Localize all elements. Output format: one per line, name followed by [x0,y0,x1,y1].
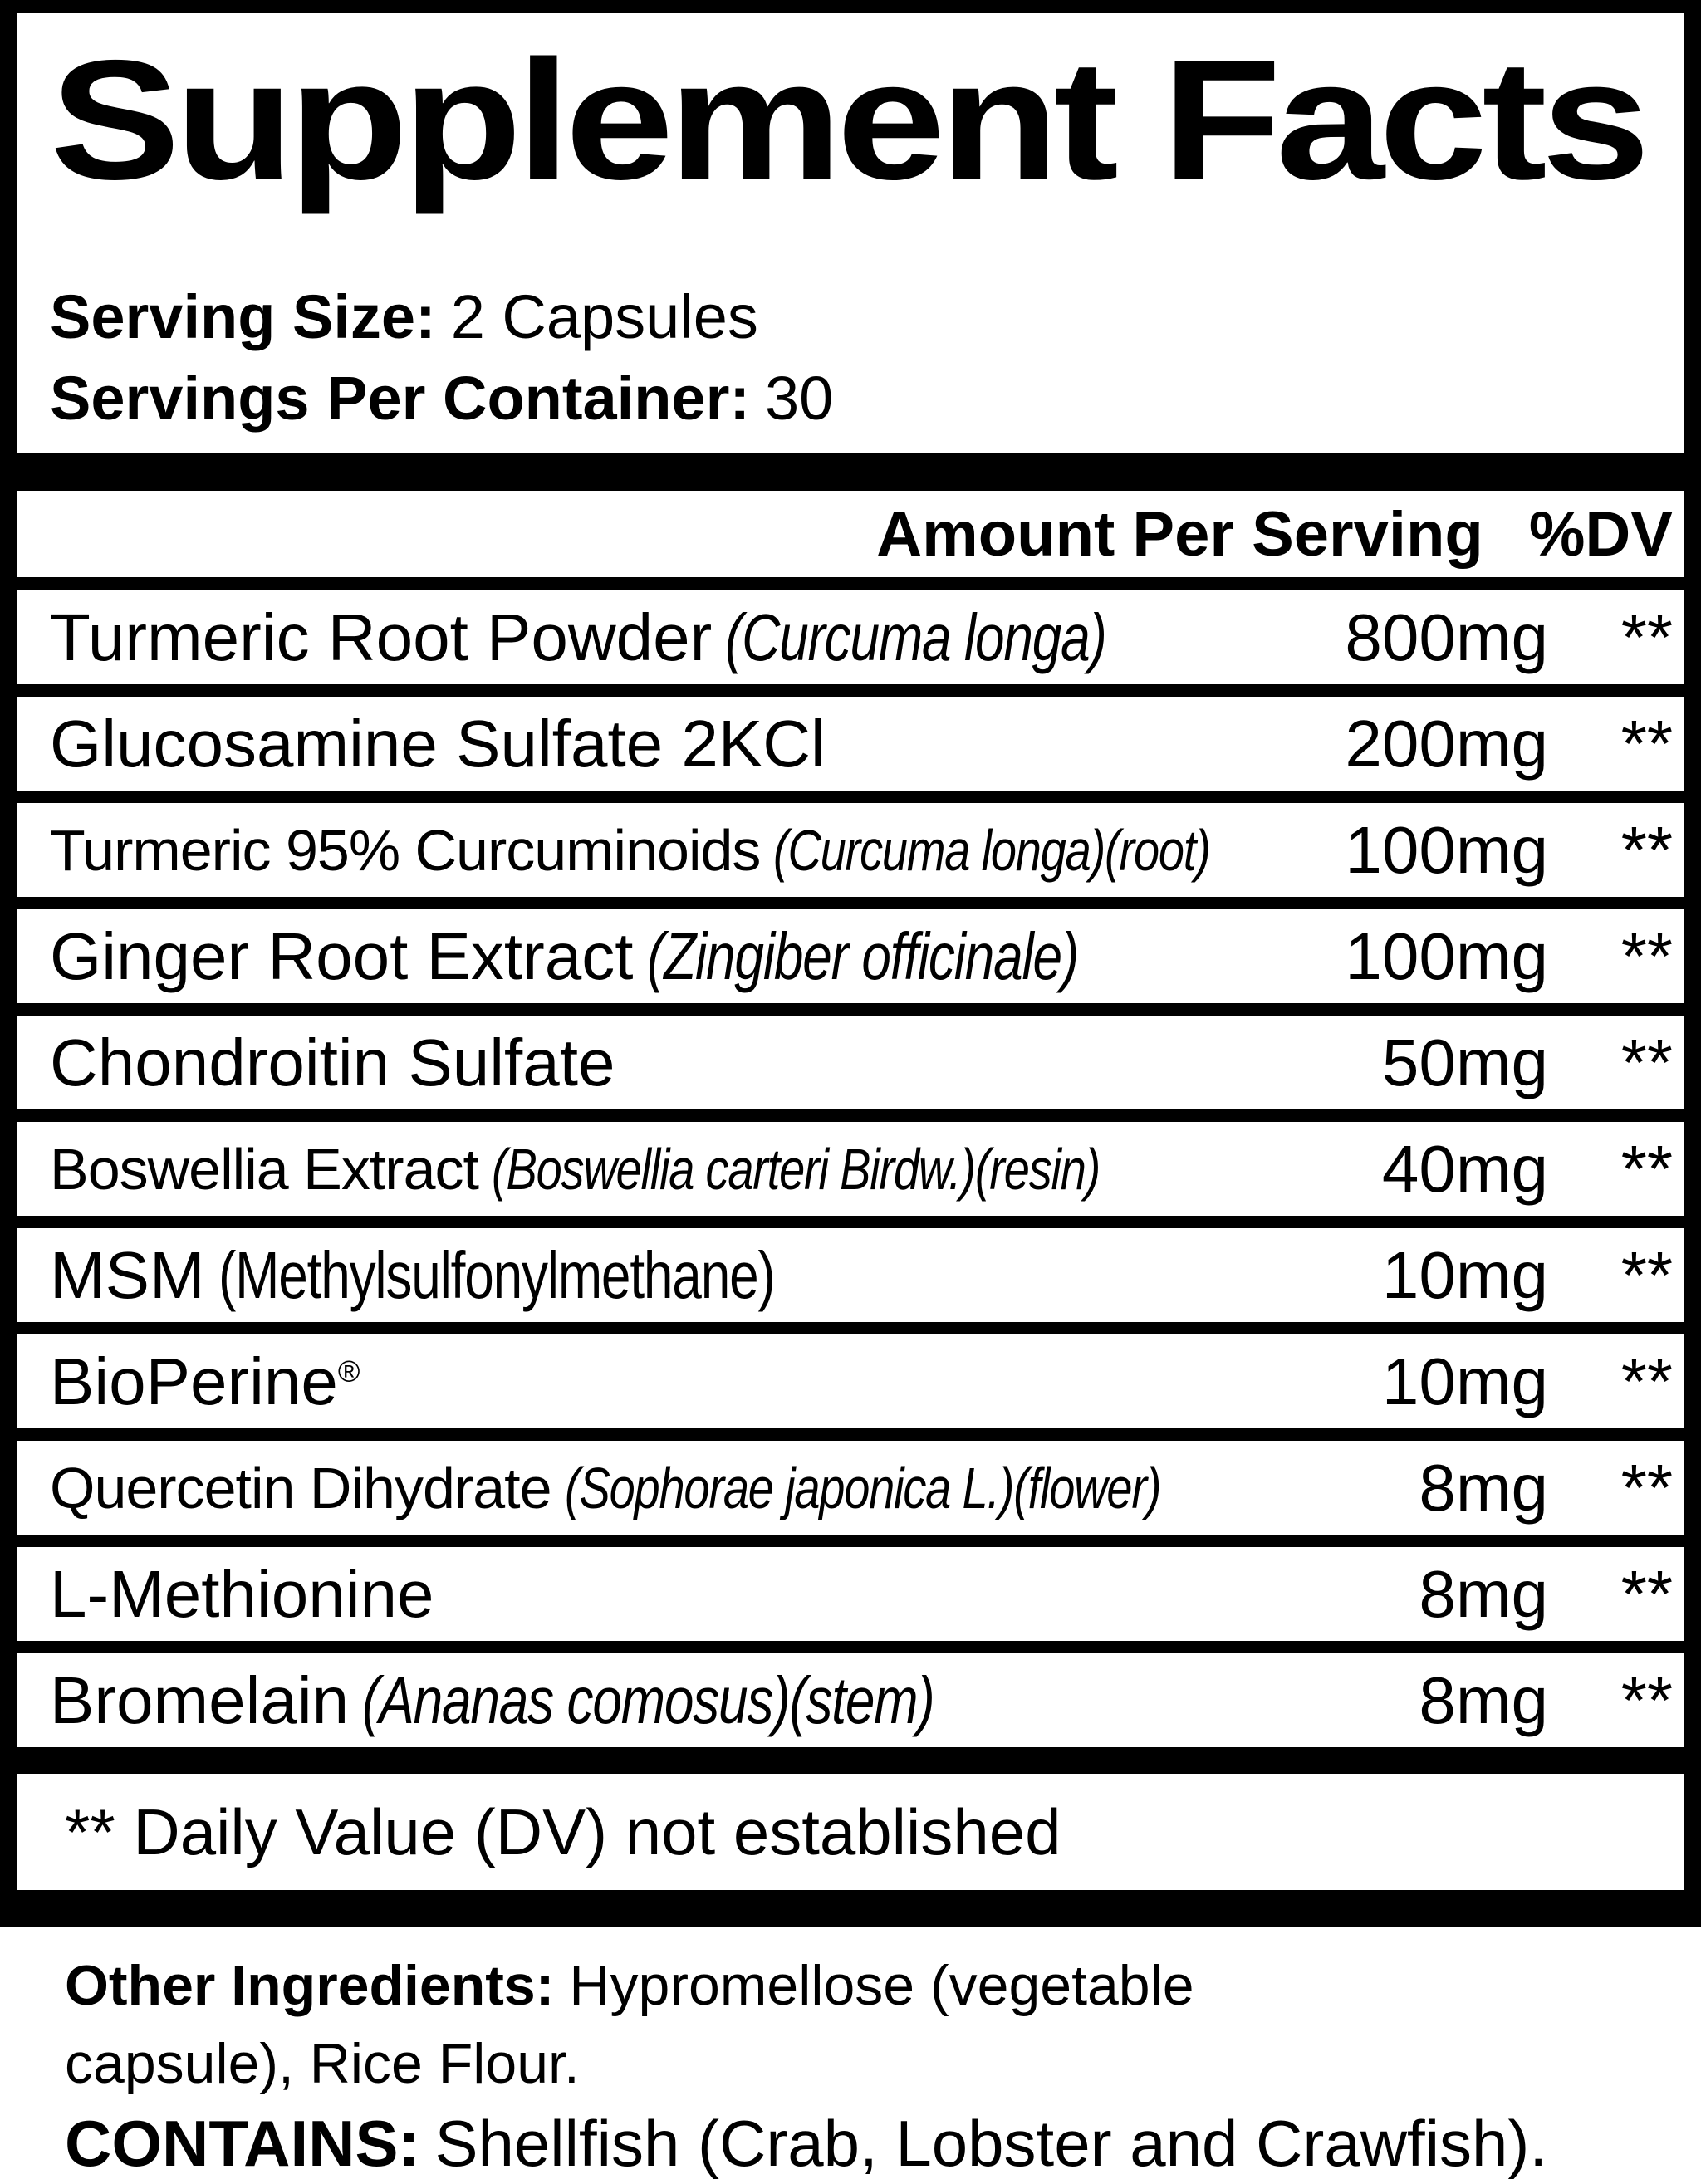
panel-title [17,13,1684,255]
contains-text: Shellfish (Crab, Lobster and Crawfish). [434,2107,1548,2180]
ingredient-daily-value: ** [1620,1025,1673,1099]
ingredient-table [17,590,1684,1747]
ingredient-row [17,1216,1684,1322]
ingredient-daily-value: ** [1620,706,1673,781]
ingredient-name: Turmeric Root Powder (Curcuma longa) [50,600,1106,674]
ingredient-amount: 100mg [1345,918,1548,993]
ingredient-daily-value: ** [1620,1344,1673,1418]
header-thin-divider [17,577,1684,590]
ingredient-name: Ginger Root Extract (Zingiber officinale) [50,918,1078,993]
ingredient-name: MSM (Methylsulfonylmethane) [50,1237,775,1312]
ingredient-row [17,1322,1684,1428]
ingredient-botanical-name: (Methylsulfonylmethane) [218,1237,775,1312]
ingredient-name: BioPerine® [50,1344,360,1418]
ingredient-amount: 100mg [1345,812,1548,887]
contains-line [65,2103,1684,2184]
ingredient-name: Turmeric 95% Curcuminoids (Curcuma longa)(root) [50,817,1211,883]
ingredient-amount: 10mg [1381,1237,1548,1312]
ingredient-amount: 40mg [1381,1131,1548,1206]
ingredient-name: Quercetin Dihydrate (Sophorae japonica L.)(flower) [50,1455,1160,1520]
ingredient-row [17,897,1684,1003]
ingredient-amount: 8mg [1419,1662,1548,1737]
ingredient-daily-value: ** [1620,1556,1673,1631]
ingredient-daily-value: ** [1620,600,1673,674]
ingredient-row [17,1109,1684,1216]
daily-value-footnote: ** Daily Value (DV) not established [65,1795,1061,1868]
servings-per-container-label: Servings Per Container: [50,364,751,433]
ingredient-amount: 50mg [1381,1025,1548,1099]
panel-title-text: Supplement Facts [50,25,1645,215]
ingredient-name: Chondroitin Sulfate [50,1025,615,1099]
ingredient-name: Bromelain (Ananas comosus)(stem) [50,1662,934,1737]
ingredient-row [17,684,1684,791]
ingredient-botanical-name: (Sophorae japonica L.)(flower) [564,1455,1160,1520]
ingredient-daily-value: ** [1620,1237,1673,1312]
serving-size-line [50,277,1684,358]
contains-label: CONTAINS: [65,2107,420,2180]
other-ingredients-label: Other Ingredients: [65,1954,555,2017]
amount-per-serving-header: Amount Per Serving [876,498,1483,570]
ingredient-botanical-name: (Curcuma longa) [725,600,1106,674]
serving-size-label: Serving Size: [50,282,436,351]
ingredient-row [17,1641,1684,1747]
ingredient-botanical-name: (Curcuma longa)(root) [773,817,1211,883]
ingredient-row [17,1003,1684,1109]
ingredient-amount: 10mg [1381,1344,1548,1418]
serving-info [17,277,1684,439]
below-panel-text [0,1927,1701,2184]
percent-dv-header: %DV [1528,498,1673,570]
ingredient-row [17,1428,1684,1535]
ingredient-daily-value: ** [1620,1131,1673,1206]
ingredient-amount: 200mg [1345,706,1548,781]
serving-size-value: 2 Capsules [450,282,758,351]
ingredient-name: L-Methionine [50,1556,434,1631]
servings-per-container-value: 30 [765,364,834,433]
ingredient-daily-value: ** [1620,812,1673,887]
ingredient-row [17,791,1684,897]
registered-trademark: ® [337,1353,360,1388]
column-header [17,491,1684,577]
ingredient-amount: 800mg [1345,600,1548,674]
ingredient-botanical-name: (Ananas comosus)(stem) [362,1662,934,1737]
other-ingredients-text: Hypromellose (vegetable capsule), Rice Flour. [65,1954,1194,2095]
ingredient-name: Glucosamine Sulfate 2KCl [50,706,826,781]
ingredient-row [17,590,1684,684]
footnote-divider [17,1747,1684,1774]
ingredient-daily-value: ** [1620,1662,1673,1737]
ingredient-name: Boswellia Extract (Boswellia carteri Birdw.)(resin) [50,1136,1101,1202]
ingredient-botanical-name: (Boswellia carteri Birdw.)(resin) [491,1136,1101,1202]
ingredient-amount: 8mg [1419,1450,1548,1525]
other-ingredients-line [65,1947,1294,2103]
ingredient-amount: 8mg [1419,1556,1548,1631]
ingredient-daily-value: ** [1620,1450,1673,1525]
servings-per-container-line [50,358,1684,439]
ingredient-row [17,1535,1684,1641]
ingredient-daily-value: ** [1620,918,1673,993]
ingredient-botanical-name: (Zingiber officinale) [646,918,1078,993]
header-thick-divider [17,453,1684,491]
